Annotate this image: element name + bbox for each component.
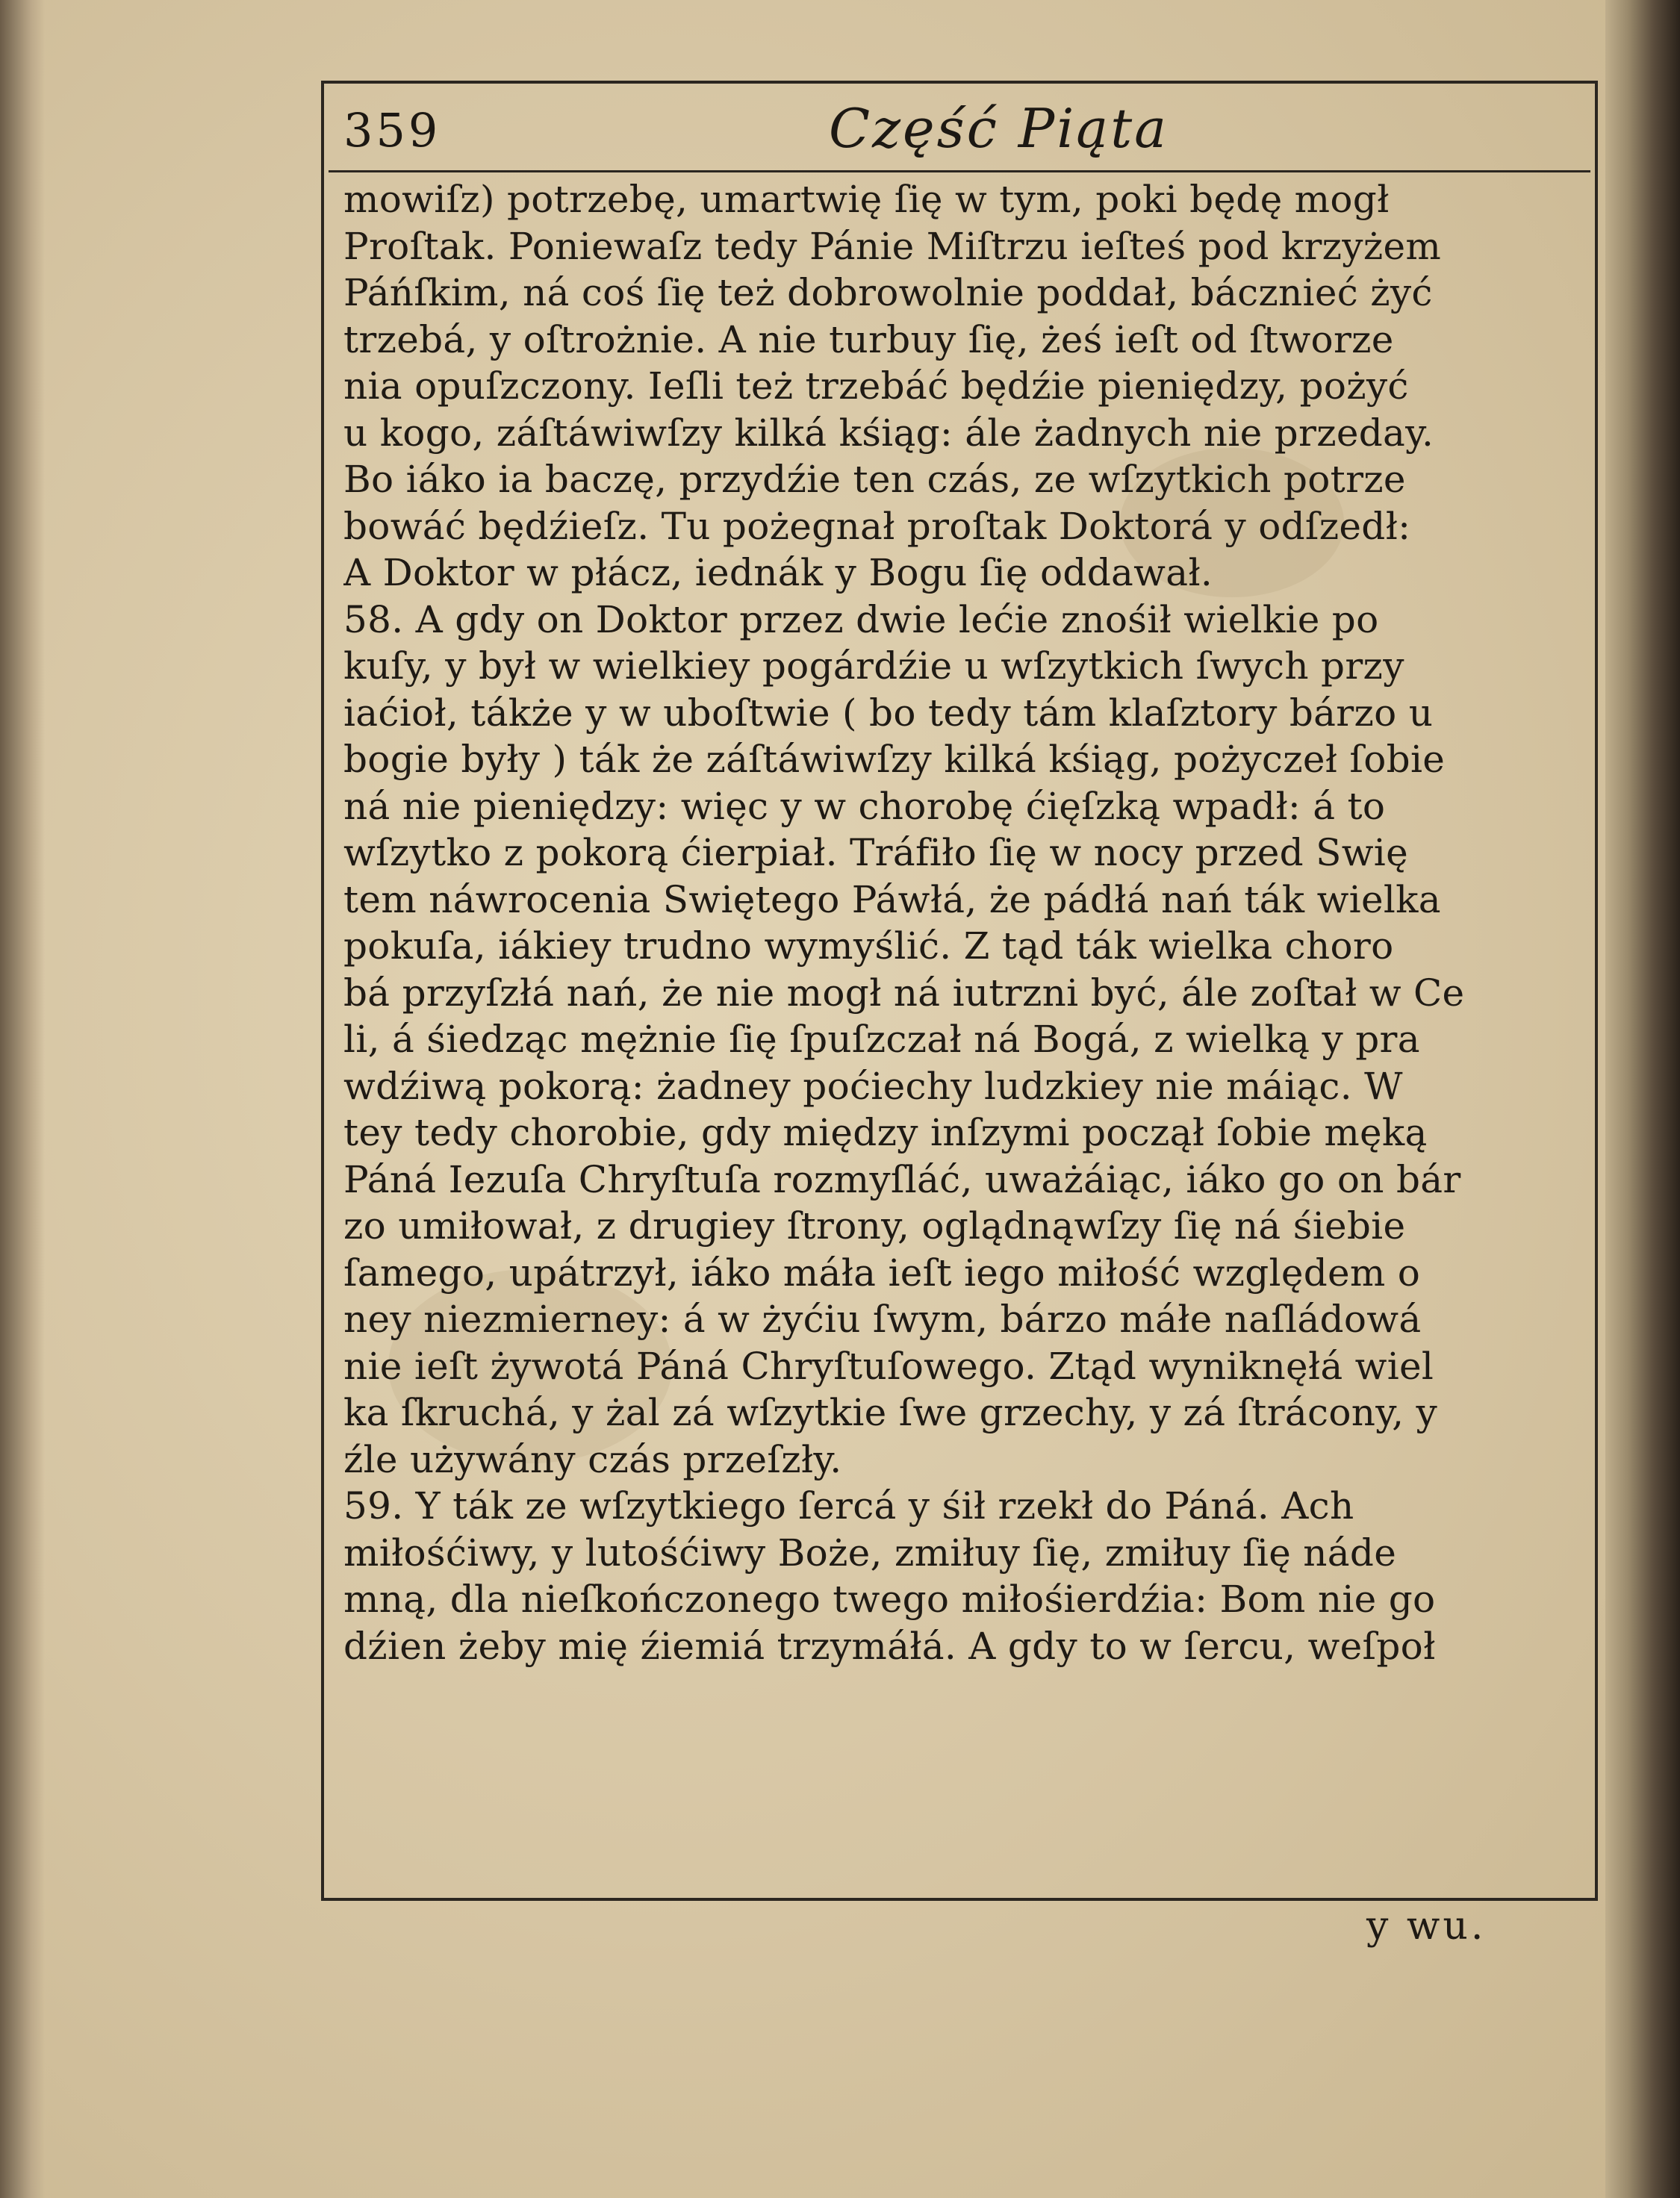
text-line: li, á śiedząc mężnie ſię ſpuſzczał ná Bogá, z wielką y pra [343, 1018, 1420, 1061]
text-line: bowáć będźieſz. Tu pożegnał proſtak Doktorá y odſzedł: [343, 504, 1411, 548]
body-text [343, 176, 1575, 1669]
text-line: Páńſkim, ná coś ſię też dobrowolnie poddał, bácznieć żyć [343, 271, 1433, 314]
left-page-edge [0, 0, 45, 2198]
right-book-spine [1605, 0, 1680, 2198]
text-line: wdźiwą pokorą: żadney poćiechy ludzkiey nie máiąc. W [343, 1064, 1403, 1108]
catchword: y wu. [1366, 1904, 1487, 1949]
text-line: u kogo, záſtáwiwſzy kilká kśiąg: ále żadnych nie przeday. [343, 411, 1434, 455]
text-line: wſzytko z pokorą ćierpiał. Tráfiło ſię w nocy przed Swię [343, 831, 1408, 874]
text-line: Bo iáko ia baczę, przydźie ten czás, ze wſzytkich potrze [343, 458, 1406, 501]
text-line: ney niezmierney: á w żyćiu ſwym, bárzo máłe naſládowá [343, 1298, 1422, 1341]
page-header [336, 97, 1575, 172]
text-line: bogie były ) ták że záſtáwiwſzy kilká kśiąg, pożyczeł ſobie [343, 738, 1446, 781]
text-line: tem náwrocenia Swiętego Páwłá, że pádłá nań ták wielka [343, 877, 1441, 921]
text-line: iaćioł, tákże y w uboſtwie ( bo tedy tám klaſztory bárzo u [343, 691, 1434, 735]
text-line: mowiſz) potrzebę, umartwię ſię w tym, poki będę mogł [343, 178, 1390, 221]
text-line: pokuſa, iákiey trudno wymyślić. Z tąd ták wielka choro [343, 924, 1394, 968]
text-line: nie ieſt żywotá Páná Chryſtuſowego. Ztąd wyniknęłá wiel [343, 1344, 1434, 1388]
text-line: źle używány czás przeſzły. [343, 1437, 842, 1481]
text-line: bá przyſzłá nań, że nie mogł ná iutrzni być, ále zoſtał w Ce [343, 971, 1465, 1015]
text-line: nia opuſzczony. Ieſli też trzebáć będźie pieniędzy, pożyć [343, 364, 1409, 408]
text-line: mną, dla nieſkończonego twego miłośierdźia: Bom nie go [343, 1578, 1436, 1621]
text-line: kuſy, y był w wielkiey pogárdźie u wſzytkich ſwych przy [343, 644, 1404, 688]
text-line: Páná Iezuſa Chryſtuſa rozmyſláć, uważáiąc, iáko go on bár [343, 1157, 1461, 1201]
text-line: A Doktor w płácz, iednák y Bogu ſię oddawał. [343, 551, 1213, 594]
text-line: miłośćiwy, y lutośćiwy Boże, zmiłuy ſię, zmiłuy ſię náde [343, 1531, 1397, 1575]
text-line: Proſtak. Poniewaſz tedy Pánie Miſtrzu ieſteś pod krzyżem [343, 224, 1442, 268]
text-line: tey tedy chorobie, gdy między inſzymi począł ſobie męką [343, 1111, 1428, 1154]
text-line: 59. Y ták ze wſzytkiego ſercá y śił rzekł do Páná. Ach [343, 1484, 1354, 1528]
text-line: dźien żeby mię źiemiá trzymáłá. A gdy to w ſercu, weſpoł [343, 1624, 1436, 1668]
text-line: zo umiłował, z drugiey ſtrony, oglądnąwſzy ſię ná śiebie [343, 1204, 1406, 1248]
text-line: 58. A gdy on Doktor przez dwie lećie znośił wielkie po [343, 597, 1379, 641]
page-number: 359 [343, 103, 441, 158]
running-head: Część Piąta [829, 97, 1169, 160]
text-line: ſamego, upátrzył, iáko máła ieſt iego miłość względem o [343, 1251, 1421, 1295]
text-line: ná nie pieniędzy: więc y w chorobę ćięſzką wpadł: á to [343, 784, 1386, 828]
text-line: trzebá, y oſtrożnie. A nie turbuy ſię, żeś ieſt od ſtworze [343, 317, 1394, 361]
text-line: ka ſkruchá, y żal zá wſzytkie ſwe grzechy, y zá ſtrácony, y [343, 1391, 1438, 1434]
